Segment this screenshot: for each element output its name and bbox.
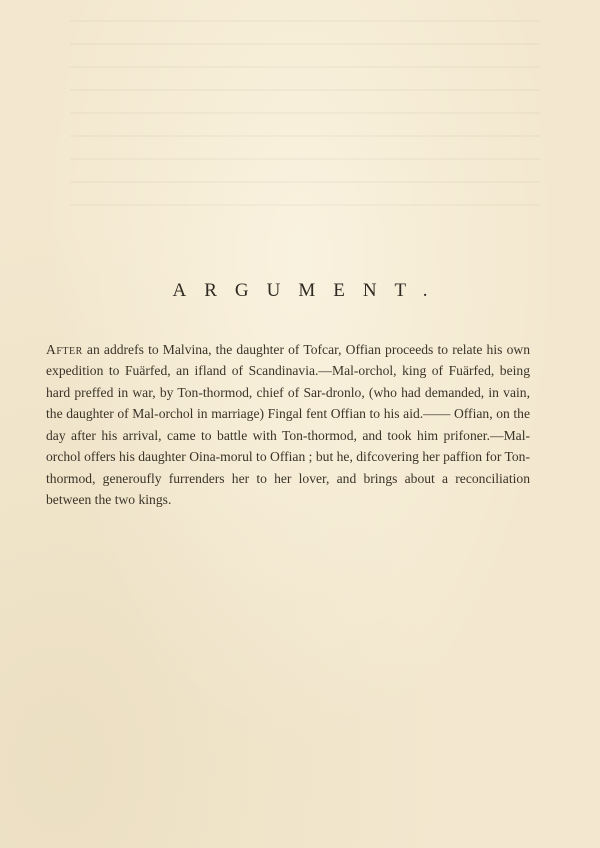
argument-paragraph (46, 339, 530, 511)
show-through-lines (70, 20, 540, 210)
opening-word: After (46, 341, 83, 357)
show-through-title (0, 212, 600, 274)
argument-text: an addrefs to Malvina, the daughter of Tofcar, Offian proceeds to relate his own expedition to Fuärfed, an ifland of Scandinavia.—Mal-orchol, king of Fuärfed, being hard preffed in war, by Ton-thormod, chief of Sar-dronlo, (who had demanded, in vain, the daughter of Mal-orchol in marriage) Fingal fent Offian to his aid.—— Offian, on the day after his arrival, came to battle with Ton-thormod, and took him prifoner.—Mal-orchol offers his daughter Oina-morul to Offian ; but he, difcovering her paffion for Ton-thormod, generoufly furrenders her to her lover, and brings about a reconciliation between the two kings. (46, 341, 530, 508)
argument-heading: ARGUMENT. (172, 280, 446, 301)
